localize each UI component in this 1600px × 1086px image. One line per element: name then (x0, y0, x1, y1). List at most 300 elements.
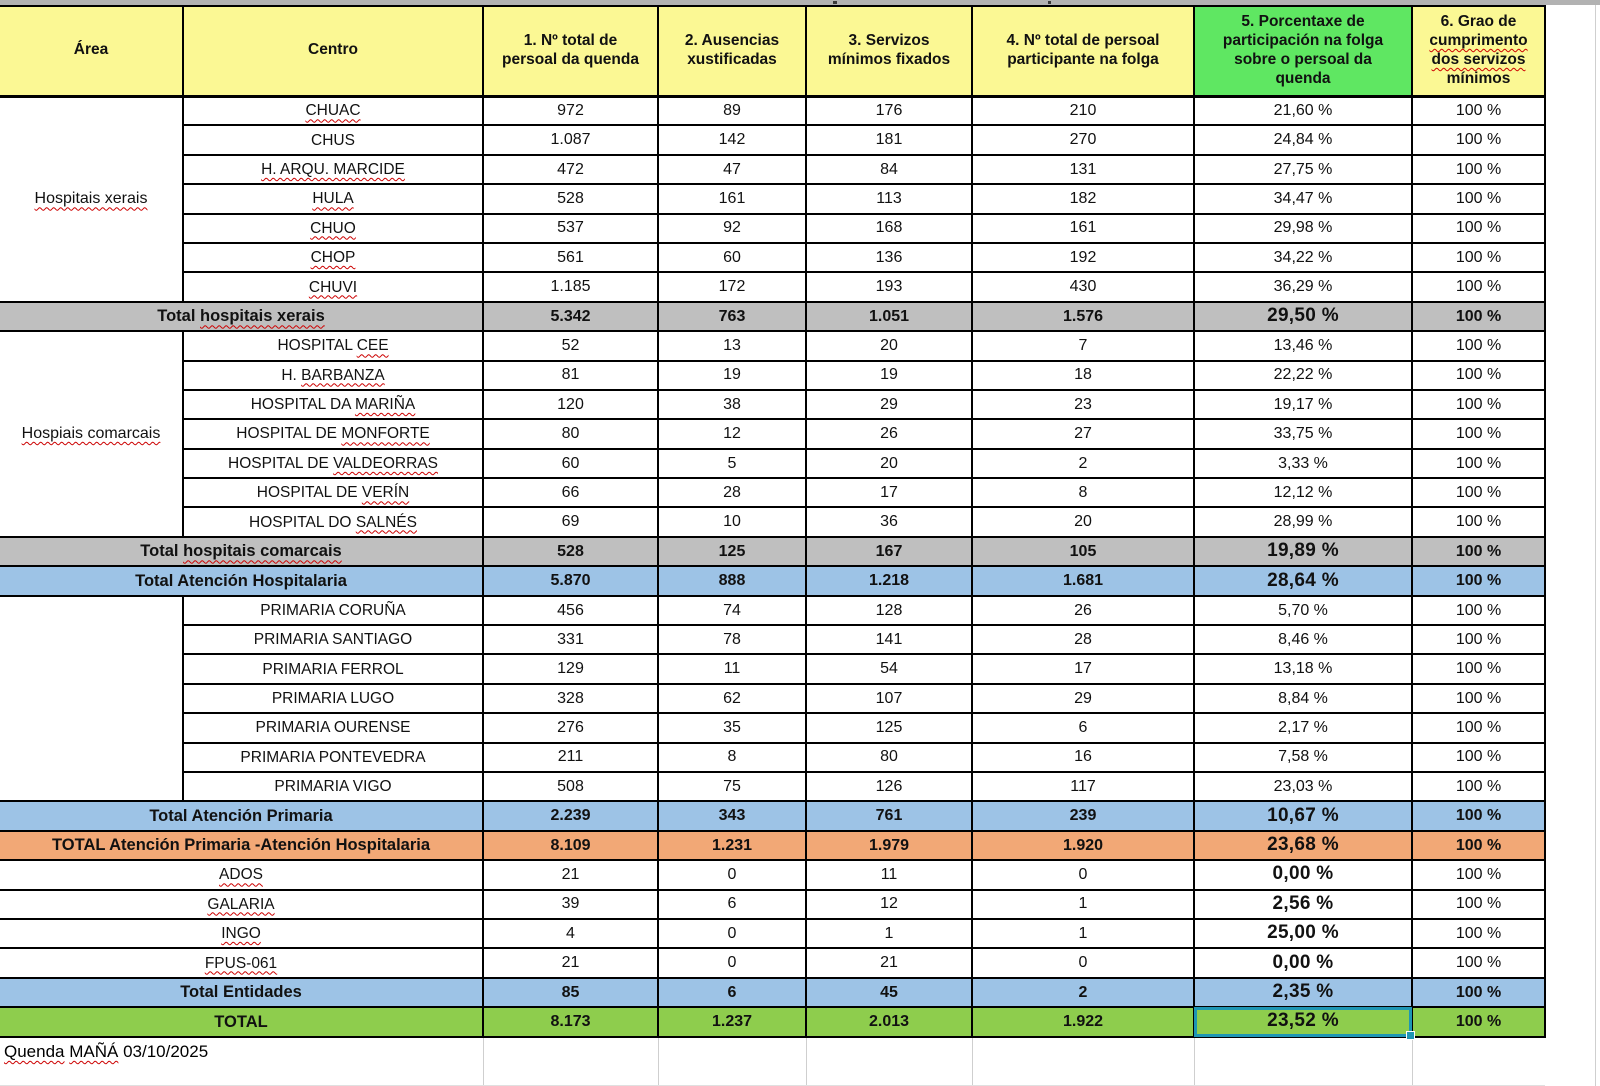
cell-value: 211 (557, 748, 584, 766)
cell-value: 100 % (1455, 307, 1502, 325)
value-cell[interactable] (972, 596, 1194, 625)
centro-cell[interactable] (183, 361, 483, 390)
header-line: 6. Grao de (1440, 12, 1517, 30)
value-cell[interactable] (658, 654, 806, 683)
centro-cell[interactable] (183, 449, 483, 478)
cell-value: 89 (723, 102, 741, 120)
value-cell[interactable] (806, 948, 972, 977)
value-cell[interactable] (1194, 361, 1412, 390)
centro-cell[interactable] (183, 214, 483, 243)
value-cell[interactable] (1194, 125, 1412, 154)
text-segment: PRIMARIA OURENSE (255, 719, 411, 737)
value-cell[interactable] (806, 978, 972, 1007)
value-cell[interactable] (483, 743, 658, 772)
value-cell[interactable] (483, 625, 658, 654)
text-segment: SALNÉS (355, 513, 417, 531)
centro-cell[interactable] (183, 625, 483, 654)
value-cell[interactable] (483, 684, 658, 713)
cell-value: 78 (723, 630, 741, 648)
value-cell[interactable] (806, 272, 972, 301)
table-row (0, 654, 1545, 683)
value-cell[interactable] (658, 214, 806, 243)
value-cell[interactable] (483, 890, 658, 919)
value-cell[interactable] (658, 1007, 806, 1036)
value-cell[interactable] (1412, 184, 1545, 213)
column-header[interactable] (483, 6, 658, 96)
value-cell[interactable] (806, 243, 972, 272)
value-cell[interactable] (972, 125, 1194, 154)
value-cell[interactable] (1412, 302, 1545, 331)
value-cell[interactable] (972, 272, 1194, 301)
value-cell[interactable] (658, 125, 806, 154)
value-cell[interactable] (483, 919, 658, 948)
value-cell[interactable] (658, 272, 806, 301)
value-cell[interactable] (972, 419, 1194, 448)
value-cell[interactable] (972, 96, 1194, 125)
value-cell[interactable] (972, 772, 1194, 801)
column-header[interactable] (972, 6, 1194, 96)
cell-value: 18 (1074, 366, 1092, 384)
value-cell[interactable] (1194, 302, 1412, 331)
value-cell[interactable] (972, 948, 1194, 977)
value-cell[interactable] (1412, 596, 1545, 625)
value-cell[interactable] (1194, 743, 1412, 772)
value-cell[interactable] (972, 801, 1194, 830)
value-cell[interactable] (658, 978, 806, 1007)
value-cell[interactable] (1194, 772, 1412, 801)
centro-cell[interactable] (0, 302, 483, 331)
value-cell[interactable] (1194, 272, 1412, 301)
value-cell[interactable] (658, 772, 806, 801)
value-cell[interactable] (658, 361, 806, 390)
value-cell[interactable] (806, 214, 972, 243)
value-cell[interactable] (483, 948, 658, 977)
centro-cell[interactable] (183, 96, 483, 125)
cell-value: 561 (557, 248, 584, 266)
cell-value: 100 % (1455, 102, 1502, 120)
value-cell[interactable] (806, 184, 972, 213)
value-cell[interactable] (1412, 96, 1545, 125)
value-cell[interactable] (483, 831, 658, 860)
value-cell[interactable] (1412, 860, 1545, 889)
value-cell[interactable] (1194, 155, 1412, 184)
centro-cell[interactable] (183, 713, 483, 742)
value-cell[interactable] (1194, 654, 1412, 683)
value-cell[interactable] (483, 1007, 658, 1036)
value-cell[interactable] (972, 214, 1194, 243)
value-cell[interactable] (1412, 478, 1545, 507)
centro-cell[interactable] (183, 390, 483, 419)
cell-value: 100 % (1455, 748, 1502, 766)
cell-value: 142 (718, 131, 746, 149)
value-cell[interactable] (483, 243, 658, 272)
value-cell[interactable] (483, 596, 658, 625)
cell-value: 11 (723, 660, 741, 678)
value-cell[interactable] (1412, 948, 1545, 977)
area-cell[interactable] (0, 596, 183, 802)
value-cell[interactable] (1194, 449, 1412, 478)
value-cell[interactable] (658, 390, 806, 419)
header-line: mínimos fixados (827, 50, 951, 68)
value-cell[interactable] (1194, 566, 1412, 595)
value-cell[interactable] (1194, 96, 1412, 125)
value-cell[interactable] (1412, 801, 1545, 830)
centro-cell[interactable] (0, 566, 483, 595)
column-header[interactable] (0, 6, 183, 96)
value-cell[interactable] (806, 801, 972, 830)
value-cell[interactable] (1194, 243, 1412, 272)
value-cell[interactable] (1412, 890, 1545, 919)
value-cell[interactable] (806, 654, 972, 683)
value-cell[interactable] (806, 478, 972, 507)
centro-cell[interactable] (0, 978, 483, 1007)
cell-value: 23 (1074, 395, 1092, 413)
value-cell[interactable] (1412, 772, 1545, 801)
cell-value: 20 (880, 454, 898, 472)
value-cell[interactable] (1412, 654, 1545, 683)
value-cell[interactable] (1412, 919, 1545, 948)
value-cell[interactable] (1194, 713, 1412, 742)
value-cell[interactable] (483, 860, 658, 889)
cell-value: 80 (561, 425, 580, 443)
value-cell[interactable] (1194, 331, 1412, 360)
cell-value: 167 (875, 542, 903, 560)
value-cell[interactable] (806, 566, 972, 595)
value-cell[interactable] (483, 214, 658, 243)
centro-cell[interactable] (0, 919, 483, 948)
value-cell[interactable] (1412, 125, 1545, 154)
value-cell[interactable] (972, 654, 1194, 683)
value-cell[interactable] (483, 566, 658, 595)
value-cell[interactable] (972, 1007, 1194, 1036)
cell-value: 100 % (1455, 572, 1502, 590)
value-cell[interactable] (483, 155, 658, 184)
centro-cell[interactable] (183, 243, 483, 272)
value-cell[interactable] (972, 331, 1194, 360)
value-cell[interactable] (806, 96, 972, 125)
value-cell[interactable] (972, 184, 1194, 213)
centro-cell[interactable] (183, 419, 483, 448)
value-cell[interactable] (658, 478, 806, 507)
cell-value: 1.218 (868, 572, 910, 590)
value-cell[interactable] (1412, 625, 1545, 654)
value-cell[interactable] (483, 390, 658, 419)
value-cell[interactable] (658, 96, 806, 125)
value-cell[interactable] (806, 831, 972, 860)
centro-cell[interactable] (0, 1007, 483, 1036)
value-cell[interactable] (658, 684, 806, 713)
cell-value: 1 (1078, 924, 1088, 942)
cell-value: 100 % (1455, 454, 1502, 472)
cell-value: 763 (718, 307, 746, 325)
value-cell[interactable] (483, 772, 658, 801)
value-cell[interactable] (806, 890, 972, 919)
value-cell[interactable] (658, 507, 806, 536)
value-cell[interactable] (972, 625, 1194, 654)
value-cell[interactable] (1412, 743, 1545, 772)
centro-cell[interactable] (0, 860, 483, 889)
value-cell[interactable] (1194, 419, 1412, 448)
value-cell[interactable] (1412, 272, 1545, 301)
value-cell[interactable] (658, 596, 806, 625)
value-cell[interactable] (483, 419, 658, 448)
cell-value: 100 % (1455, 807, 1502, 825)
column-header[interactable] (1194, 6, 1412, 96)
value-cell[interactable] (1194, 948, 1412, 977)
value-cell[interactable] (483, 96, 658, 125)
value-cell[interactable] (972, 831, 1194, 860)
cell-value: 528 (557, 190, 584, 208)
value-cell[interactable] (1194, 184, 1412, 213)
cell-value: 0,00 % (1272, 951, 1334, 973)
cell-value: 8,46 % (1278, 630, 1328, 648)
value-cell[interactable] (483, 654, 658, 683)
value-cell[interactable] (483, 978, 658, 1007)
value-cell[interactable] (658, 331, 806, 360)
value-cell[interactable] (1194, 890, 1412, 919)
value-cell[interactable] (806, 860, 972, 889)
cell-value: 66 (561, 483, 580, 501)
cell-value: 2 (1078, 454, 1088, 472)
value-cell[interactable] (1194, 478, 1412, 507)
cell-value: 100 % (1455, 601, 1502, 619)
value-cell[interactable] (1412, 419, 1545, 448)
text-segment: PRIMARIA SANTIAGO (253, 631, 413, 649)
cell-value: 75 (723, 777, 741, 795)
value-cell[interactable] (658, 243, 806, 272)
value-cell[interactable] (806, 361, 972, 390)
table-row (0, 890, 1545, 919)
value-cell[interactable] (972, 478, 1194, 507)
value-cell[interactable] (972, 449, 1194, 478)
value-cell[interactable] (658, 831, 806, 860)
value-cell[interactable] (1412, 155, 1545, 184)
header-line: 4. Nº total de persoal (1006, 31, 1160, 49)
table-row (0, 478, 1545, 507)
value-cell[interactable] (658, 155, 806, 184)
area-cell[interactable] (0, 331, 183, 537)
cell-value: 105 (1069, 542, 1097, 560)
value-cell[interactable] (972, 919, 1194, 948)
gridline (1595, 5, 1596, 1086)
value-cell[interactable] (483, 713, 658, 742)
value-cell[interactable] (972, 566, 1194, 595)
area-cell[interactable] (0, 96, 183, 302)
centro-cell[interactable] (183, 184, 483, 213)
value-cell[interactable] (806, 743, 972, 772)
cell-value: 19 (880, 366, 898, 384)
value-cell[interactable] (1412, 243, 1545, 272)
value-cell[interactable] (658, 625, 806, 654)
value-cell[interactable] (658, 419, 806, 448)
value-cell[interactable] (806, 449, 972, 478)
value-cell[interactable] (806, 302, 972, 331)
table-row (0, 625, 1545, 654)
centro-cell[interactable] (183, 272, 483, 301)
cell-value: 100 % (1455, 513, 1502, 531)
centro-cell[interactable] (0, 801, 483, 830)
header-line: sobre o persoal da (1234, 50, 1372, 68)
value-cell[interactable] (1194, 684, 1412, 713)
value-cell[interactable] (1412, 566, 1545, 595)
value-cell[interactable] (483, 801, 658, 830)
centro-cell[interactable] (183, 478, 483, 507)
centro-cell[interactable] (183, 125, 483, 154)
cell-value: 2,35 % (1272, 980, 1334, 1002)
cell-value: 80 (880, 748, 898, 766)
value-cell[interactable] (1412, 978, 1545, 1007)
value-cell[interactable] (806, 125, 972, 154)
centro-cell[interactable] (0, 948, 483, 977)
value-cell[interactable] (1412, 361, 1545, 390)
value-cell[interactable] (806, 919, 972, 948)
value-cell[interactable] (806, 155, 972, 184)
centro-cell[interactable] (183, 772, 483, 801)
value-cell[interactable] (658, 537, 806, 566)
value-cell[interactable] (806, 1007, 972, 1036)
value-cell[interactable] (1194, 214, 1412, 243)
value-cell[interactable] (1412, 390, 1545, 419)
value-cell[interactable] (658, 566, 806, 595)
value-cell[interactable] (483, 331, 658, 360)
centro-cell[interactable] (183, 684, 483, 713)
value-cell[interactable] (972, 507, 1194, 536)
cell-value: 528 (557, 542, 584, 560)
centro-cell[interactable] (183, 743, 483, 772)
value-cell[interactable] (483, 272, 658, 301)
value-cell[interactable] (1412, 449, 1545, 478)
value-cell[interactable] (972, 537, 1194, 566)
table-row (0, 125, 1545, 154)
value-cell[interactable] (1194, 919, 1412, 948)
cell-value: 125 (718, 542, 746, 560)
centro-cell[interactable] (183, 507, 483, 536)
centro-cell[interactable] (0, 831, 483, 860)
value-cell[interactable] (658, 801, 806, 830)
value-cell[interactable] (483, 507, 658, 536)
value-cell[interactable] (1194, 978, 1412, 1007)
value-cell[interactable] (1412, 713, 1545, 742)
column-header[interactable] (1412, 6, 1545, 96)
value-cell[interactable] (972, 302, 1194, 331)
cell-value: 100 % (1455, 131, 1502, 149)
cell-value: 8.109 (550, 836, 591, 854)
value-cell[interactable] (806, 537, 972, 566)
cell-value: 25,00 % (1267, 922, 1339, 944)
value-cell[interactable] (1194, 507, 1412, 536)
centro-cell[interactable] (0, 537, 483, 566)
value-cell[interactable] (483, 184, 658, 213)
selected-cell[interactable] (1194, 1007, 1412, 1036)
cell-value: 193 (875, 278, 903, 296)
cell-value: 100 % (1455, 337, 1502, 355)
table-row (0, 537, 1545, 566)
value-cell[interactable] (483, 361, 658, 390)
value-cell[interactable] (806, 684, 972, 713)
value-cell[interactable] (658, 302, 806, 331)
value-cell[interactable] (483, 478, 658, 507)
cell-value: 508 (557, 777, 584, 795)
value-cell[interactable] (658, 449, 806, 478)
value-cell[interactable] (1194, 831, 1412, 860)
value-cell[interactable] (658, 919, 806, 948)
cell-value: 52 (561, 337, 580, 355)
value-cell[interactable] (658, 184, 806, 213)
column-header[interactable] (658, 6, 806, 96)
value-cell[interactable] (1194, 860, 1412, 889)
value-cell[interactable] (972, 684, 1194, 713)
fill-handle[interactable] (1406, 1031, 1415, 1040)
cell-value: 19,17 % (1273, 395, 1333, 413)
value-cell[interactable] (1194, 625, 1412, 654)
value-cell[interactable] (806, 596, 972, 625)
value-cell[interactable] (1412, 537, 1545, 566)
value-cell[interactable] (658, 860, 806, 889)
value-cell[interactable] (806, 390, 972, 419)
value-cell[interactable] (806, 507, 972, 536)
value-cell[interactable] (806, 625, 972, 654)
value-cell[interactable] (972, 978, 1194, 1007)
centro-cell[interactable] (183, 331, 483, 360)
value-cell[interactable] (658, 948, 806, 977)
value-cell[interactable] (806, 419, 972, 448)
value-cell[interactable] (972, 713, 1194, 742)
value-cell[interactable] (972, 361, 1194, 390)
value-cell[interactable] (972, 155, 1194, 184)
column-header[interactable] (806, 6, 972, 96)
value-cell[interactable] (806, 331, 972, 360)
value-cell[interactable] (658, 743, 806, 772)
value-cell[interactable] (483, 537, 658, 566)
value-cell[interactable] (1412, 684, 1545, 713)
value-cell[interactable] (972, 860, 1194, 889)
value-cell[interactable] (1412, 507, 1545, 536)
value-cell[interactable] (1194, 801, 1412, 830)
centro-cell[interactable] (183, 596, 483, 625)
value-cell[interactable] (658, 713, 806, 742)
value-cell[interactable] (972, 243, 1194, 272)
value-cell[interactable] (1194, 596, 1412, 625)
value-cell[interactable] (806, 713, 972, 742)
value-cell[interactable] (483, 125, 658, 154)
centro-cell[interactable] (0, 890, 483, 919)
centro-cell[interactable] (183, 155, 483, 184)
cell-value: 100 % (1455, 954, 1502, 972)
column-header[interactable] (183, 6, 483, 96)
centro-cell[interactable] (183, 654, 483, 683)
value-cell[interactable] (1194, 390, 1412, 419)
value-cell[interactable] (1412, 214, 1545, 243)
value-cell[interactable] (1412, 831, 1545, 860)
cell-value: 107 (875, 689, 903, 707)
value-cell[interactable] (483, 302, 658, 331)
value-cell[interactable] (658, 890, 806, 919)
value-cell[interactable] (483, 449, 658, 478)
table-row (0, 184, 1545, 213)
value-cell[interactable] (806, 772, 972, 801)
cell-value: 23,52 % (1267, 1010, 1339, 1032)
text-segment: HOSPITAL DE (228, 454, 334, 472)
value-cell[interactable] (1194, 537, 1412, 566)
value-cell[interactable] (1412, 1007, 1545, 1036)
value-cell[interactable] (972, 390, 1194, 419)
value-cell[interactable] (1412, 331, 1545, 360)
value-cell[interactable] (972, 743, 1194, 772)
value-cell[interactable] (972, 890, 1194, 919)
cell-value: 36,29 % (1273, 278, 1333, 296)
text-segment: CHUS (311, 131, 355, 149)
gridline (483, 1038, 484, 1086)
